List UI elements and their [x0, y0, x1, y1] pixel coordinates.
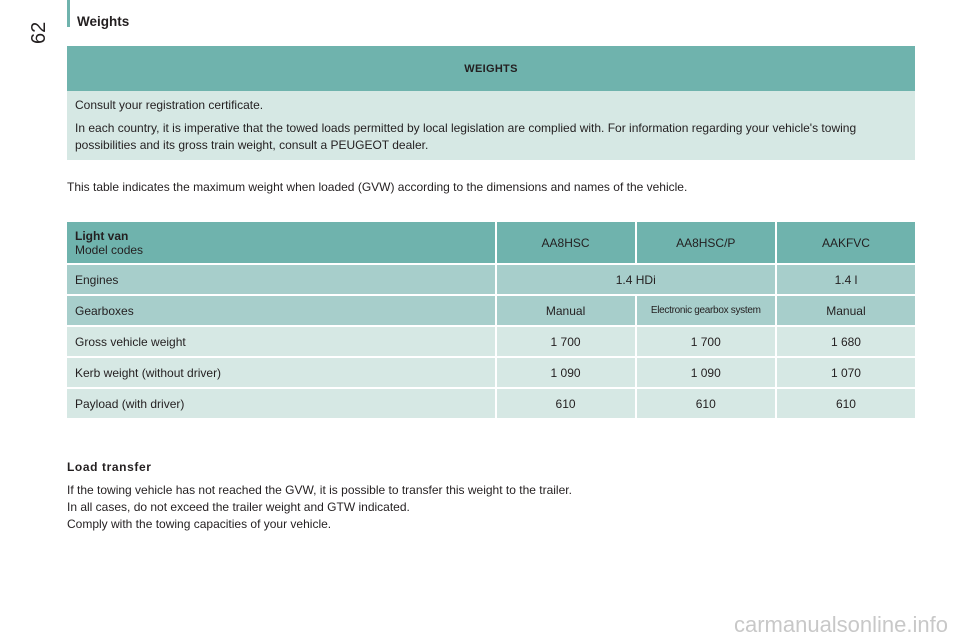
gearbox-cell: Electronic gearbox system: [637, 296, 777, 327]
value-cell: 1 680: [777, 327, 915, 358]
row-label: Gearboxes: [67, 296, 497, 327]
gearbox-cell: Manual: [777, 296, 915, 327]
table-row: [67, 296, 915, 327]
value-cell: 1 070: [777, 358, 915, 389]
engine-cell: 1.4 l: [777, 265, 915, 296]
load-transfer-section: [67, 460, 915, 533]
header-label-cell: [67, 222, 497, 265]
value-cell: 1 090: [497, 358, 637, 389]
section-accent-bar: [67, 0, 70, 27]
site-watermark: carmanualsonline.info: [733, 612, 948, 637]
value-cell: 610: [777, 389, 915, 420]
table-row: [67, 358, 915, 389]
table-row: [67, 265, 915, 296]
load-transfer-line: In all cases, do not exceed the trailer weight and GTW indicated.: [67, 500, 410, 514]
value-cell: 1 700: [497, 327, 637, 358]
row-label: Payload (with driver): [67, 389, 497, 420]
gearbox-cell: Manual: [497, 296, 637, 327]
info-paragraph: Consult your registration certificate.: [75, 98, 264, 112]
row-label: Gross vehicle weight: [67, 327, 497, 358]
value-cell: 610: [497, 389, 637, 420]
vehicle-type-label: Light van: [75, 228, 129, 243]
table-row: [67, 327, 915, 358]
model-codes-label: Model codes: [75, 242, 144, 257]
info-box-heading: WEIGHTS: [67, 46, 915, 91]
info-paragraph: In each country, it is imperative that the towed loads permitted by local legislation are complied with. For information regarding your vehicle's towing possibilities and its gross train weight, consult a PEUGEOT dealer.: [75, 121, 857, 152]
model-code-cell: AAKFVC: [777, 222, 915, 265]
info-box-body: [67, 91, 915, 160]
load-transfer-line: Comply with the towing capacities of your vehicle.: [67, 517, 332, 531]
table-row: [67, 389, 915, 420]
load-transfer-heading: Load transfer: [67, 460, 152, 474]
load-transfer-line: If the towing vehicle has not reached the GVW, it is possible to transfer this weight to the trailer.: [67, 483, 572, 497]
value-cell: 610: [637, 389, 777, 420]
page-number: 62: [28, 21, 50, 44]
model-code-cell: AA8HSC/P: [637, 222, 777, 265]
row-label: Engines: [67, 265, 497, 296]
value-cell: 1 090: [637, 358, 777, 389]
table-header-row: [67, 222, 915, 265]
weights-table: [67, 222, 915, 420]
weights-info-box: [67, 46, 915, 160]
intro-text: This table indicates the maximum weight when loaded (GVW) according to the dimensions and names of the vehicle.: [67, 180, 688, 194]
row-label: Kerb weight (without driver): [67, 358, 497, 389]
section-title: Weights: [77, 14, 130, 29]
model-code-cell: AA8HSC: [497, 222, 637, 265]
value-cell: 1 700: [637, 327, 777, 358]
engine-cell: 1.4 HDi: [497, 265, 777, 296]
